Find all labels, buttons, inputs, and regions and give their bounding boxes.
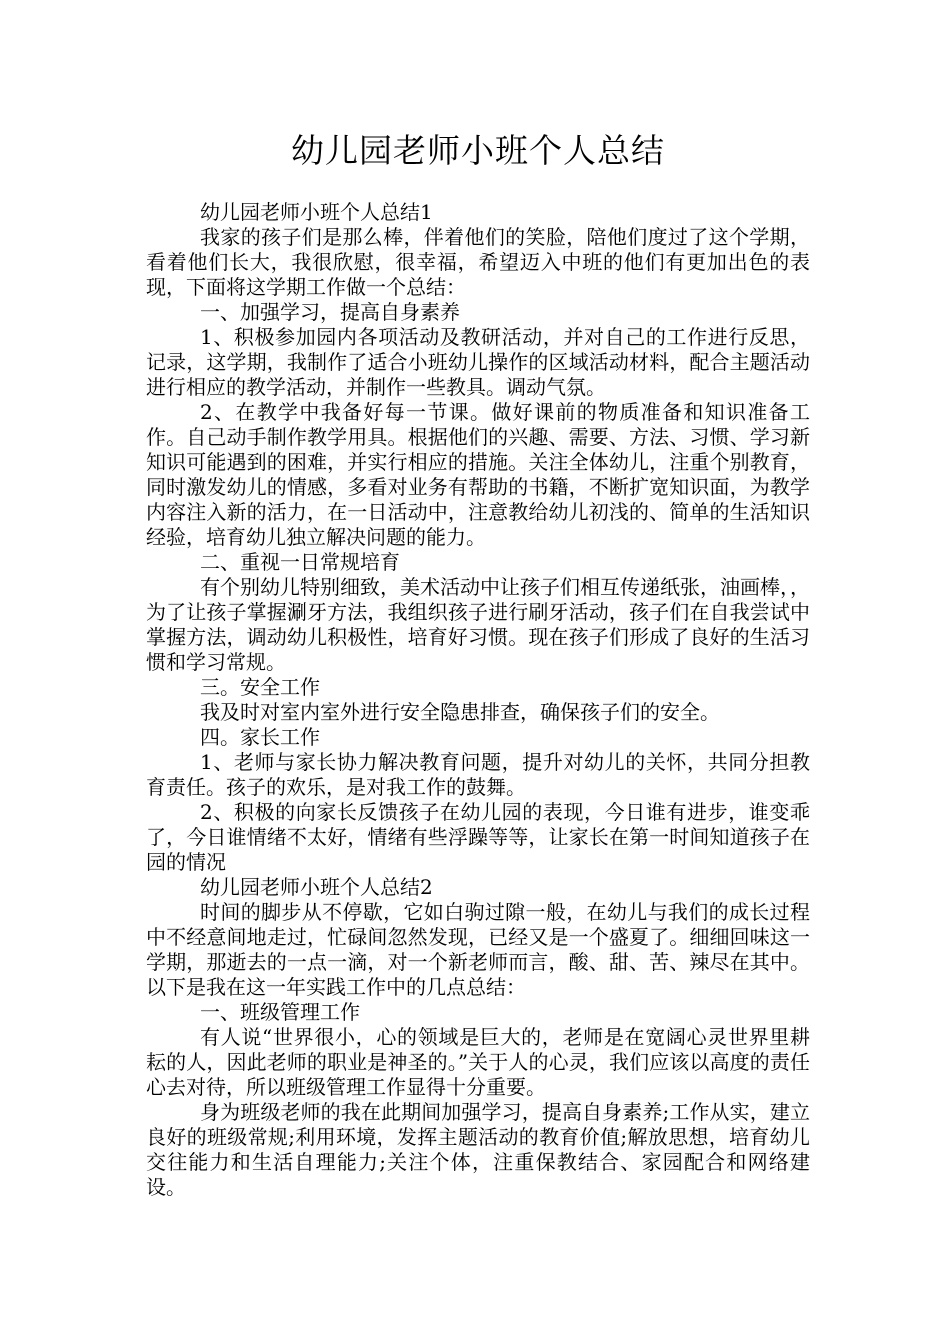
- paragraph: 我及时对室内室外进行安全隐患排查，确保孩子们的安全。: [200, 700, 720, 724]
- section-heading: 二、重视一日常规培育: [200, 550, 400, 574]
- paragraph: 有人说“世界很小，心的领域是巨大的，老师是在宽阔心灵世界里耕耘的人，因此老师的职业是神圣的。”关于人的心灵，我们应该以高度的责任心去对待，所以班级管理工作显得十分重要。: [146, 1025, 810, 1099]
- section-heading: 四。家长工作: [200, 725, 320, 749]
- paragraph: 1、老师与家长协力解决教育问题，提升对幼儿的关怀，共同分担教育责任。孩子的欢乐，是对我工作的鼓舞。: [146, 750, 810, 799]
- paragraph: 幼儿园老师小班个人总结1: [200, 200, 433, 224]
- paragraph: 时间的脚步从不停歇，它如白驹过隙一般，在幼儿与我们的成长过程中不经意间地走过，忙碌间忽然发现，已经又是一个盛夏了。细细回味这一学期，那逝去的一点一滴，对一个新老师而言，酸、甜、苦、辣尽在其中。以下是我在这一年实践工作中的几点总结：: [146, 900, 810, 999]
- document-page: [146, 0, 810, 1200]
- section-heading: 一、加强学习，提高自身素养: [200, 300, 460, 324]
- paragraph: 1、积极参加园内各项活动及教研活动，并对自己的工作进行反思，记录，这学期，我制作了适合小班幼儿操作的区域活动材料，配合主题活动进行相应的教学活动，并制作一些教具。调动气氛。: [146, 325, 810, 399]
- document-body: [146, 200, 810, 1200]
- paragraph: 我家的孩子们是那么棒，伴着他们的笑脸，陪他们度过了这个学期，看着他们长大，我很欣慰，很幸福，希望迈入中班的他们有更加出色的表现，下面将这学期工作做一个总结：: [146, 225, 810, 299]
- section-heading: 一、班级管理工作: [200, 1000, 360, 1024]
- section-heading: 三。安全工作: [200, 675, 320, 699]
- paragraph: 2、积极的向家长反馈孩子在幼儿园的表现，今日谁有进步，谁变乖了，今日谁情绪不太好，情绪有些浮躁等等，让家长在第一时间知道孩子在园的情况: [146, 800, 810, 874]
- paragraph: 2、在教学中我备好每一节课。做好课前的物质准备和知识准备工作。自己动手制作教学用具。根据他们的兴趣、需要、方法、习惯、学习新知识可能遇到的困难，并实行相应的措施。关注全体幼儿，注重个别教育，同时激发幼儿的情感，多看对业务有帮助的书籍，不断扩宽知识面，为教学内容注入新的活力，在一日活动中，注意教给幼儿初浅的、简单的生活知识经验，培育幼儿独立解决问题的能力。: [146, 400, 810, 549]
- paragraph: 身为班级老师的我在此期间加强学习，提高自身素养;工作从实，建立良好的班级常规;利用环境，发挥主题活动的教育价值;解放思想，培育幼儿交往能力和生活自理能力;关注个体，注重保教结合、家园配合和网络建设。: [146, 1100, 810, 1199]
- document-title: 幼儿园老师小班个人总结: [291, 131, 665, 170]
- paragraph: 幼儿园老师小班个人总结2: [200, 875, 433, 899]
- paragraph: 有个别幼儿特别细致，美术活动中让孩子们相互传递纸张，油画棒，，为了让孩子掌握涮牙方法，我组织孩子进行刷牙活动，孩子们在自我尝试中掌握方法，调动幼儿积极性，培育好习惯。现在孩子们形成了良好的生活习惯和学习常规。: [146, 575, 810, 674]
